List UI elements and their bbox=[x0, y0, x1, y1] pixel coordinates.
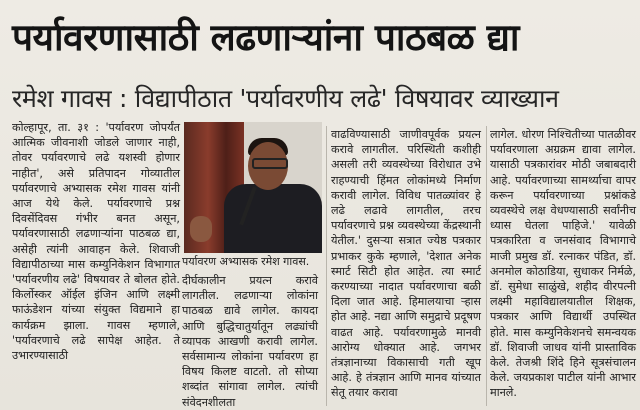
headline: पर्यावरणासाठी लढणाऱ्यांना पाठबळ द्या bbox=[12, 16, 519, 59]
photo-caption: पर्यावरण अभ्यासक रमेश गावस. bbox=[182, 255, 310, 268]
column-4-text: लागेल. धोरण निश्चितीच्या पातळीवर पर्यावरणाला अग्रक्रम द्यावा लागेल. यासाठी पत्रकारांवर मोठी जबाबदारी आहे. पर्यावरणाच्या सामर्थ्याचा वापर करून पर्यावरणाच्या प्रश्नांकडे व्यवस्थेचे लक्ष वेधण्यासाठी सर्वांनीच ध्यास घेतला पाहिजे.' यावेळी पत्रकारिता व जनसंवाद विभागाचे माजी प्रमुख डॉ. रत्नाकर पंडित, डॉ. अनमोल कोठाडिया, सुधाकर निर्मळे, डॉ. सुमेधा साळुंखे, शहीद वीरपत्नी लक्ष्मी महाविद्यालयातील शिक्षक, पत्रकार आणि विद्यार्थी उपस्थित होते. मास कम्युनिकेशनचे समन्वयक डॉ. शिवाजी जाधव यांनी प्रास्ताविक केले. तेजश्री शिंदे हिने सूत्रसंचालन केले. जयप्रकाश पाटील यांनी आभार मानले. bbox=[490, 128, 636, 400]
speaker-photo bbox=[184, 122, 322, 253]
article-column-4 bbox=[490, 127, 636, 401]
subheadline: रमेश गावस : विद्यापीठात 'पर्यावरणीय लढे' विषयावर व्याख्यान bbox=[12, 84, 559, 113]
article-column-2 bbox=[182, 273, 318, 410]
column-divider bbox=[486, 126, 487, 406]
column-2-text: दीर्घकालीन प्रयत्न करावे लागतील. लढणाऱ्या लोकांना पाठबळ द्यावे लागेल. कायदा आणि बुद्धिचातुर्यातून लढ्यांची व्यापक आखणी करावी लागेल. सर्वसामान्य लोकांना पर्यावरण हा विषय किलष्ट वाटतो. तो सोप्या शब्दांत सांगावा लागेल. त्यांची संवेदनशीलता bbox=[182, 274, 318, 409]
column-1-text: कोल्हापूर, ता. ३१ : 'पर्यावरण जोपर्यंत आत्मिक जीवनाशी जोडले जाणार नाही, तोवर पर्यावरणाचे लढे यशस्वी होणार नाहीत', असे प्रतिपादन गोव्यातील पर्यावरणाचे अभ्यासक रमेश गावस यांनी आज येथे केले. पर्यावरणाचे प्रश्न दिवसेंदिवस गंभीर बनत असून, पर्यावरणासाठी लढणाऱ्यांना पाठबळ द्या, असेही त्यांनी आवाहन केले. शिवाजी विद्यापीठाच्या मास कम्युनिकेशन विभागात 'पर्यावरणीय लढे' विषयावर ते बोलत होते. किर्लोस्कर ऑईल इंजिन आणि लक्ष्मी फाऊंडेशन यांच्या संयुक्त विद्यमाने हा कार्यक्रम झाला. गावस म्हणाले, 'पर्यावरणाचे लढे सापेक्ष आहेत. ते उभारण्यासाठी bbox=[12, 121, 180, 363]
article-column-3 bbox=[331, 127, 481, 401]
column-3-text: वाढविण्यासाठी जाणीवपूर्वक प्रयत्न करावे लागतील. परिस्थिती कशीही असली तरी व्यवस्थेच्या विरोधात उभे राहण्याची हिंमत लोकांमध्ये निर्माण करावी लागेल. विविध पातळ्यांवर हे लढे लढावे लागतील, तरच पर्यावरणाचे प्रश्न व्यवस्थेच्या केंद्रस्थानी येतील.' दुसऱ्या सत्रात ज्येष्ठ पत्रकार प्रभाकर कुके म्हणाले, 'देशात अनेक स्मार्ट सिटी होत आहेत. त्या स्मार्ट करण्याच्या नादात पर्यावरणाचा बळी दिला जात आहे. हिमालयाचा ऱ्हास होत आहे. नद्या आणि समुद्राचे प्रदूषण वाढत आहे. पर्यावरणामुळे मानवी आरोग्य धोक्यात आहे. जगभर तंत्रज्ञानाच्या विकासाची गती खूप आहे. हे तंत्रज्ञान आणि मानव यांच्यात सेतू तयार करावा bbox=[331, 128, 481, 400]
column-divider bbox=[326, 126, 327, 406]
article-column-1 bbox=[12, 120, 180, 363]
